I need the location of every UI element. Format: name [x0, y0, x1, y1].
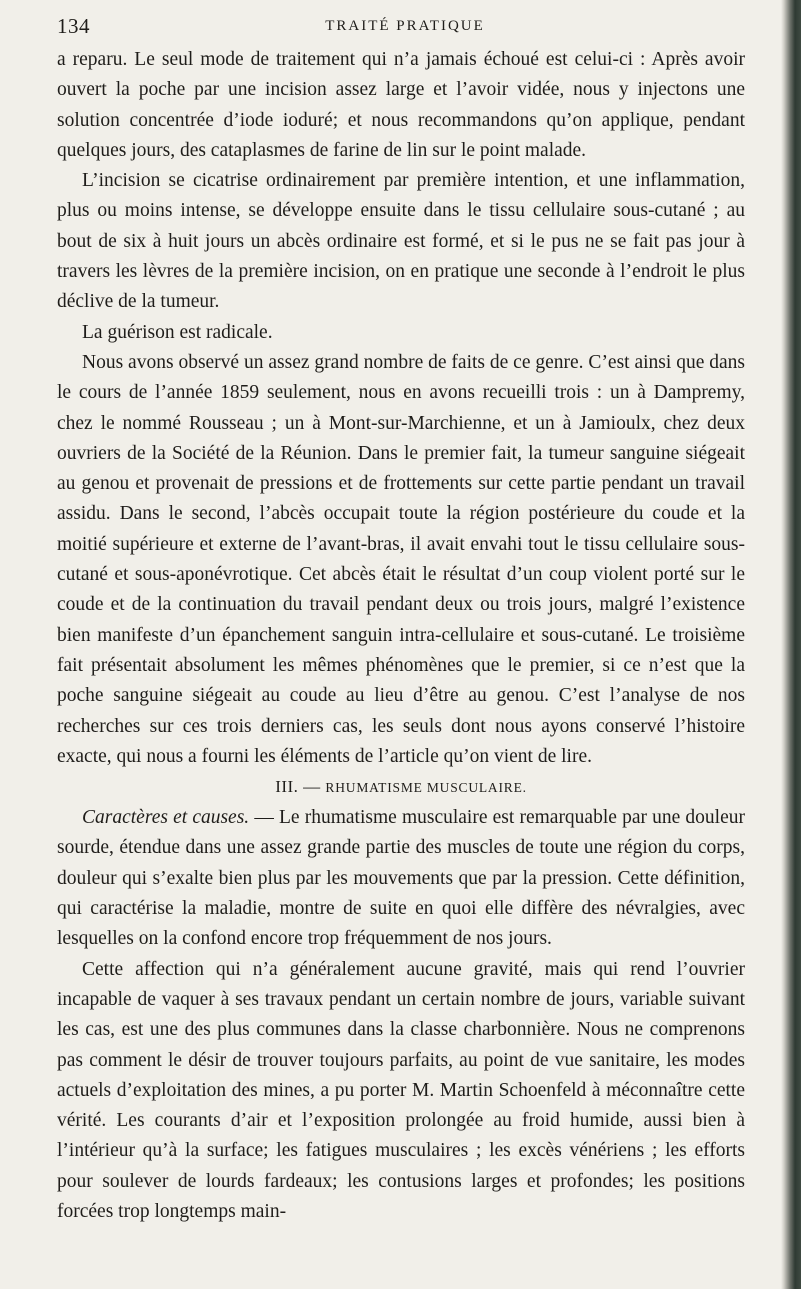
paragraph-2: L’incision se cicatrise ordinairement par première intention, et une inflammation, plus ou moins intense, se développe ensuite dans le tissu cellulaire sous-cutané ; au bout de six à huit jours un abcès ordinaire est formé, et si le pus ne se fait pas jour à travers les lèvres de la première incision, on en pratique une seconde à l’endroit le plus déclive de la tumeur. [57, 170, 745, 313]
section-title: RHUMATISME MUSCULAIRE. [325, 780, 527, 796]
paragraph-1: a reparu. Le seul mode de traitement qui n’a jamais échoué est celui-ci : Après avoir ouvert la poche par une incision assez large et l’avoir vidée, nous y injectons une solution concentrée d’iode ioduré; et nous recommandons qu’on applique, pendant quelques jours, des cataplasmes de farine de lin sur le point malade. [57, 49, 745, 161]
paragraph-4: Nous avons observé un assez grand nombre de faits de ce genre. C’est ainsi que dans le cours de l’année 1859 seulement, nous en avons recueilli trois : un à Dampremy, chez le nommé Rousseau ; un à Mont-sur-Marchienne, et un à Jamioulx, chez deux ouvriers de la Société de la Réunion. Dans le premier fait, la tumeur sanguine siégeait au genou et provenait de pressions et de frottements sur cette partie pendant un travail assidu. Dans le second, l’abcès occupait toute la région postérieure du coude et la moitié supérieure et externe de l’avant-bras, il avait envahi tout le tissu cellulaire sous-cutané et sous-aponévrotique. Cet abcès était le résultat d’un coup violent porté sur le coude et de la continuation du travail pendant deux ou trois jours, malgré l’existence bien manifeste d’un épanchement sanguin intra-cellulaire et sous-cutané. Le troisième fait présentait absolument les mêmes phénomènes que le premier, si ce n’est que la poche sanguine siégeait au coude au lieu d’être au genou. C’est l’analyse de nos recherches sur ces trois derniers cas, les seuls dont nous ayons conservé l’histoire exacte, qui nous a fourni les éléments de l’article qu’on vient de lire. [57, 351, 745, 767]
paragraph-3: La guérison est radicale. [82, 321, 273, 343]
section-lead: Caractères et causes. [82, 807, 250, 829]
paragraph-5 [57, 803, 745, 954]
section-numeral: III. — [275, 777, 321, 797]
section-heading [57, 772, 745, 803]
paragraph-5-text: — Le rhumatisme musculaire est remarquable par une douleur sourde, étendue dans une assez grande partie des muscles de toute une région du corps, douleur qui s’exalte bien plus par les mouvements que par la pression. Cette définition, qui caractérise la maladie, montre de suite en quoi elle diffère des névralgies, avec lesquelles on la confond encore trop fréquemment de nos jours. [57, 807, 745, 950]
running-head: TRAITÉ PRATIQUE [325, 18, 485, 34]
page-number: 134 [57, 14, 90, 38]
book-binding-edge [781, 0, 801, 1289]
body-text [57, 45, 745, 1227]
paragraph-6: Cette affection qui n’a généralement aucune gravité, mais qui rend l’ouvrier incapable de vaquer à ses travaux pendant un certain nombre de jours, variable suivant les cas, est une des plus communes dans la classe charbonnière. Nous ne comprenons pas comment le désir de trouver toujours parfaits, au point de vue sanitaire, les modes actuels d’exploitation des mines, a pu porter M. Martin Schoenfeld à méconnaître cette vérité. Les courants d’air et l’exposition prolongée au froid humide, aussi bien à l’intérieur qu’à la surface; les fatigues musculaires ; les excès vénériens ; les efforts pour soulever de lourds fardeaux; les contusions larges et profondes; les positions forcées trop longtemps main- [57, 958, 745, 1222]
